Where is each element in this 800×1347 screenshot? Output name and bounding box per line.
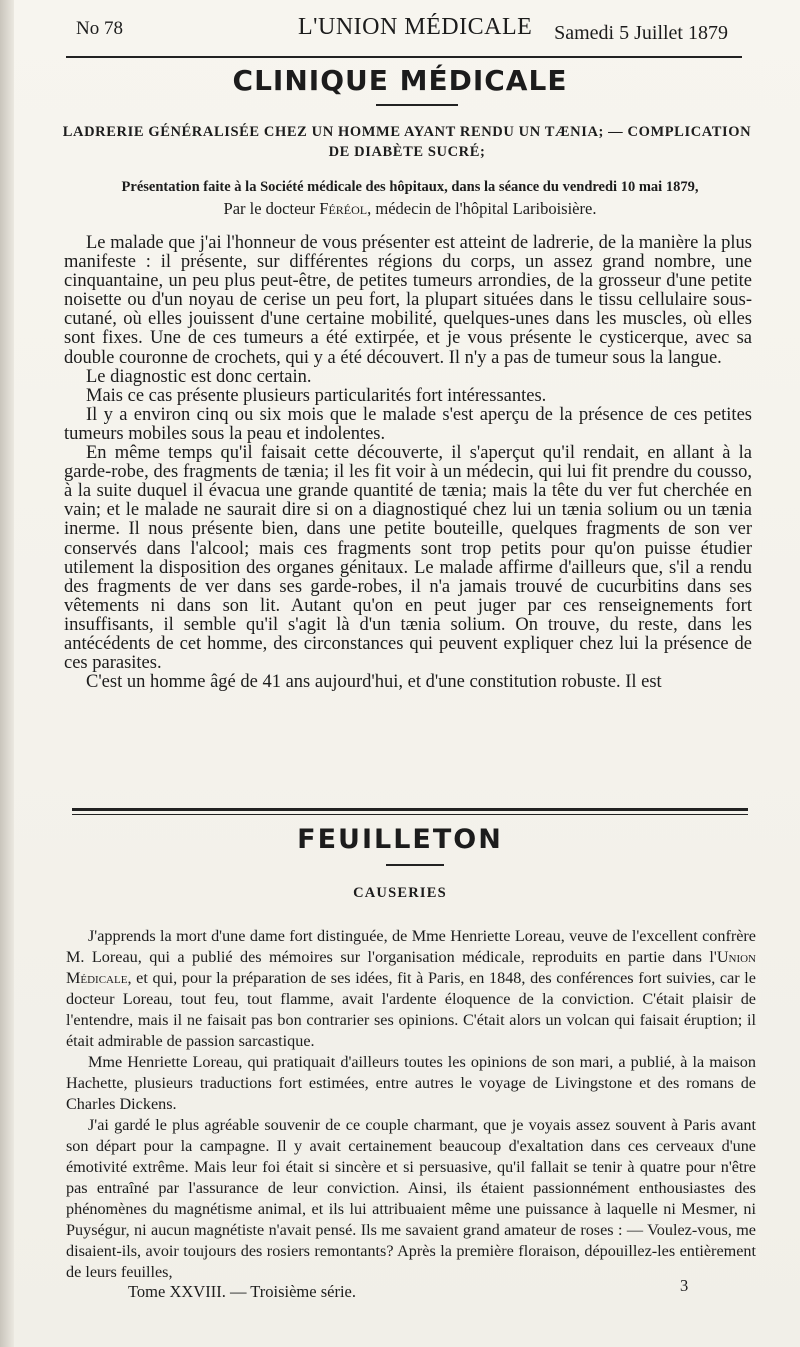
page-header (68, 14, 728, 46)
journal-title: L'UNION MÉDICALE (298, 14, 533, 40)
feuilleton-body (66, 926, 756, 1283)
paragraph-text: J'apprends la mort d'une dame fort distinguée, de Mme Henriette Loreau, veuve de l'excellent confrère M. Loreau, qui a publié des mémoires sur l'organisation médicale, reproduits en partie dans l' (66, 927, 756, 966)
issue-number: No 78 (76, 18, 123, 39)
paragraph-text: , et qui, pour la préparation de ses idées, fit à Paris, en 1848, des conférences fort suivies, car le docteur Loreau, tout feu, tout flamme, avait l'ardente éloquence de la conviction. C'était plaisir de l'entendre, mais il ne faisait pas bon contrarier ses opinions. C'était alors un volcan qui faisait éruption; il était admirable de passion sarcastique. (66, 969, 756, 1050)
author-prefix: Par le docteur (223, 199, 320, 218)
author-name: Féréol (319, 199, 368, 218)
section-subtitle-causeries: CAUSERIES (353, 885, 447, 901)
paragraph: Le diagnostic est donc certain. (86, 366, 312, 387)
article-body (64, 234, 752, 692)
title-divider (376, 104, 458, 106)
journal-name: Union Médicale (66, 948, 756, 987)
paragraph: Mais ce cas présente plusieurs particularités fort intéressantes. (86, 385, 547, 406)
presentation-line: Présentation faite à la Société médicale des hôpitaux, dans la séance du vendredi 10 mai 1879, (121, 179, 699, 195)
section-title-clinique: CLINIQUE MÉDICALE (232, 64, 568, 97)
feuilleton-thin-rule (72, 814, 748, 815)
feuilleton-divider (386, 864, 444, 866)
paragraph: J'ai gardé le plus agréable souvenir de ce couple charmant, que je voyais assez souvent à Paris avant son départ pour la campagne. Il y avait certainement beaucoup d'exaltation dans ces cerveaux d'une émotivité extrême. Mais leur foi était si sincère et si persuasive, qu'il fallait se tenir à quatre pour n'être pas entraîné par l'assurance de leur conviction. Ainsi, ils étaient passionnément enthousiastes des phénomènes du magnétisme animal, et ils lui attribuaient même une puissance à laquelle ni Mesmer, ni Puységur, ni aucun magnétiste n'avait pensé. Ils me savaient grand amateur de roses : — Voulez-vous, me disaient-ils, avoir toujours des rosiers remontants? Après la première floraison, dépouillez-les entièrement de leurs feuilles, (66, 1116, 756, 1281)
paragraph: Mme Henriette Loreau, qui pratiquait d'ailleurs toutes les opinions de son mari, a publié, à la maison Hachette, plusieurs traductions fort estimées, entre autres le voyage de Livingstone et des romans de Charles Dickens. (66, 1053, 756, 1113)
paragraph: En même temps qu'il faisait cette découverte, il s'aperçut qu'il rendait, en allant à la garde-robe, des fragments de tænia; il les fit voir à un médecin, qui lui fit prendre du cousso, à la suite duquel il évacua une grande quantité de tænia; mais la tête du ver fut cherchée en vain; et le malade ne saurait dire si on a diagnostiqué chez lui un tænia solium ou un tænia inerme. Il nous présente bien, dans une petite bouteille, quelques fragments de son ver conservés dans l'alcool; mais ces fragments sont trop petits pour qu'on puisse étudier utilement la disposition des organes génitaux. Le malade affirme d'ailleurs que, s'il a rendu des fragments de ver dans ses garde-robes, il n'a jamais trouvé de cucurbitins dans ses vêtements ni dans son lit. Autant qu'on en peut juger par ces renseignements fort insuffisants, il semble qu'il s'agit là d'un tænia solium. On trouve, du reste, dans les antécédents de cet homme, des circonstances qui peuvent expliquer chez lui la présence de ces parasites. (64, 443, 752, 674)
paragraph (66, 926, 756, 1052)
feuilleton-thick-rule (72, 808, 748, 811)
page-binding-edge (0, 0, 14, 1347)
header-rule (66, 56, 742, 58)
author-suffix: , médecin de l'hôpital Lariboisière. (367, 199, 597, 218)
page-number: 3 (680, 1276, 689, 1295)
author-line (70, 198, 750, 220)
issue-date: Samedi 5 Juillet 1879 (554, 22, 728, 44)
paragraph: Le malade que j'ai l'honneur de vous présenter est atteint de ladrerie, de la manière la plus manifeste : il présente, sur différentes régions du corps, un assez grand nombre, une cinquantaine, un peu plus peut-être, de petites tumeurs arrondies, de la grosseur d'une petite noisette ou d'un noyau de cerise un peu fort, la plupart situées dans le tissu cellulaire sous-cutané, où elles jouissent d'une certaine mobilité, quelques-unes dans les muscles, où elles sont fixes. Une de ces tumeurs a été extirpée, et je vous présente le cysticerque, avec sa double couronne de crochets, qui y a été découvert. Il n'y a pas de tumeur sous la langue. (64, 233, 752, 368)
paragraph: C'est un homme âgé de 41 ans aujourd'hui, et d'une constitution robuste. Il est (86, 672, 662, 693)
paragraph: Il y a environ cinq ou six mois que le malade s'est aperçu de la présence de ces petites tumeurs mobiles sous la peau et indolentes. (64, 404, 752, 444)
footer-volume: Tome XXVIII. — Troisième série. (128, 1282, 356, 1301)
section-title-feuilleton: FEUILLETON (297, 824, 503, 855)
article-subtitle: LADRERIE GÉNÉRALISÉE CHEZ UN HOMME AYANT RENDU UN TÆNIA; — COMPLICATION DE DIABÈTE SUCRÉ; (62, 124, 752, 160)
